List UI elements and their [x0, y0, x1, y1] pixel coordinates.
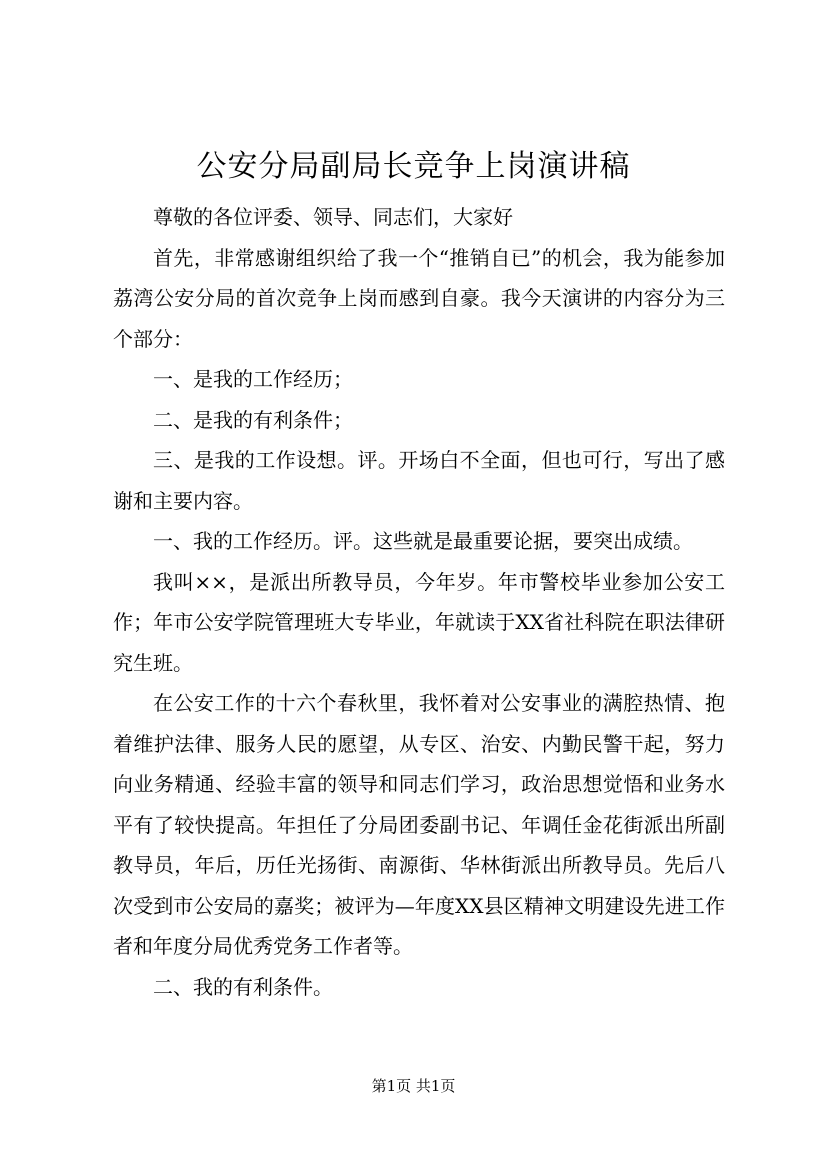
document-body — [113, 197, 725, 1007]
paragraph-part-two: 二、是我的有利条件； — [153, 407, 353, 432]
page-footer: 第1页 共1页 — [371, 1077, 456, 1095]
paragraph-greeting: 尊敬的各位评委、领导、同志们，大家好 — [153, 205, 513, 229]
paragraph-intro: 首先，非常感谢组织给了我一个“推销自已”的机会，我为能参加荔湾公安分局的首次竞争上岗而感到自豪。我今天演讲的内容分为三个部分： — [113, 245, 725, 351]
paragraph-career: 在公安工作的十六个春秋里，我怀着对公安事业的满腔热情、抱着维护法律、服务人民的愿望，从专区、治安、内勤民警干起，努力向业务精通、经验丰富的领导和同志们学习，政治思想觉悟和业务水平有了较快提高。年担任了分局团委副书记、年调任金花街派出所副教导员，年后，历任光扬街、南源街、华林街派出所教导员。先后八次受到市公安局的嘉奖；被评为—年度XX县区精神文明建设先进工作者和年度分局优秀党务工作者等。 — [113, 691, 725, 958]
section-heading-advantages: 二、我的有利条件。 — [153, 974, 333, 999]
paragraph-part-one: 一、是我的工作经历； — [153, 367, 353, 391]
document-title: 公安分局副局长竞争上岗演讲稿 — [196, 149, 631, 184]
section-heading-experience: 一、我的工作经历。评。这些就是最重要论据，要突出成绩。 — [153, 529, 693, 553]
paragraph-part-three: 三、是我的工作设想。评。开场白不全面，但也可行，写出了感谢和主要内容。 — [113, 448, 725, 513]
paragraph-self-intro: 我叫××，是派出所教导员，今年岁。年市警校毕业参加公安工作；年市公安学院管理班大专毕业，年就读于XX省社科院在职法律研究生班。 — [113, 569, 725, 675]
